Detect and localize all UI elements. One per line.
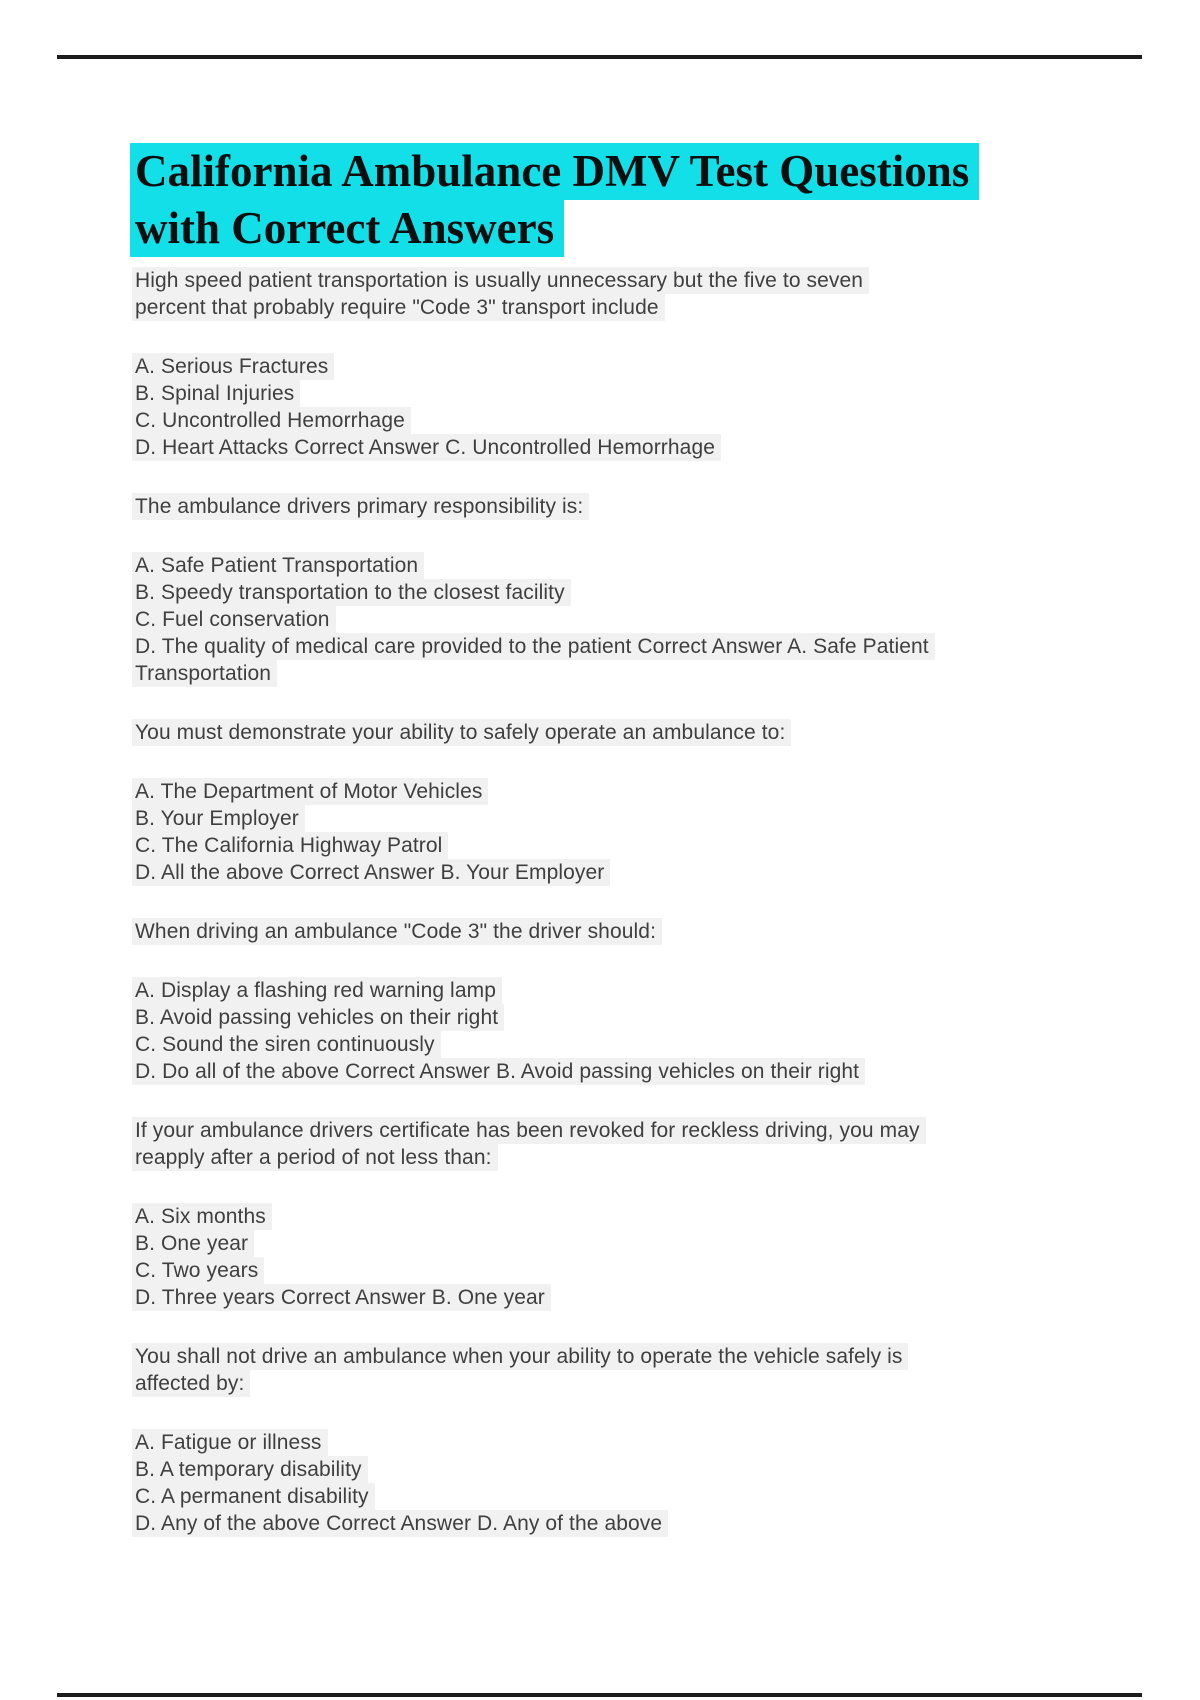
option-line-text: D. Heart Attacks Correct Answer C. Uncontrolled Hemorrhage — [132, 434, 721, 461]
option-line-text: A. Serious Fractures — [132, 353, 334, 380]
question-text-line-text: If your ambulance drivers certificate has been revoked for reckless driving, you may — [132, 1117, 926, 1144]
option-line — [135, 1510, 1145, 1537]
options-block — [135, 977, 1145, 1085]
option-line — [135, 1456, 1145, 1483]
option-line-text: B. One year — [132, 1230, 254, 1257]
option-line-text: Transportation — [132, 660, 277, 687]
question-text-line-text: You shall not drive an ambulance when your ability to operate the vehicle safely is — [132, 1343, 908, 1370]
option-line-text: D. Any of the above Correct Answer D. Any of the above — [132, 1510, 668, 1537]
option-line — [135, 552, 1145, 579]
option-line-text: B. Your Employer — [132, 805, 305, 832]
questions-list — [135, 267, 1145, 1537]
question-text-line — [135, 294, 1145, 321]
question-block — [135, 918, 1145, 945]
options-block — [135, 1429, 1145, 1537]
option-line-text: D. All the above Correct Answer B. Your Employer — [132, 859, 610, 886]
question-text-line — [135, 918, 1145, 945]
option-line-text: C. Sound the siren continuously — [132, 1031, 441, 1058]
blank-line — [135, 1397, 1145, 1429]
options-block — [135, 552, 1145, 687]
option-line-text: B. A temporary disability — [132, 1456, 368, 1483]
document-title — [135, 143, 1145, 257]
option-line-text: B. Speedy transportation to the closest facility — [132, 579, 571, 606]
question-block — [135, 267, 1145, 321]
question-block — [135, 493, 1145, 520]
option-line — [135, 805, 1145, 832]
question-text-line — [135, 267, 1145, 294]
page-content — [135, 143, 1145, 1537]
options-block — [135, 778, 1145, 886]
option-line — [135, 1284, 1145, 1311]
question-text-line-text: reapply after a period of not less than: — [132, 1144, 498, 1171]
option-line — [135, 778, 1145, 805]
option-line — [135, 1031, 1145, 1058]
question-block — [135, 719, 1145, 746]
option-line — [135, 606, 1145, 633]
option-line-text: A. Display a flashing red warning lamp — [132, 977, 502, 1004]
option-line-text: C. The California Highway Patrol — [132, 832, 448, 859]
option-line — [135, 380, 1145, 407]
option-line-text: A. The Department of Motor Vehicles — [132, 778, 488, 805]
question-block — [135, 1117, 1145, 1171]
blank-line — [135, 886, 1145, 918]
option-line-text: A. Fatigue or illness — [132, 1429, 328, 1456]
question-text-line-text: The ambulance drivers primary responsibility is: — [132, 493, 589, 520]
question-text-line-text: High speed patient transportation is usually unnecessary but the five to seven — [132, 267, 869, 294]
option-line — [135, 1058, 1145, 1085]
blank-line — [135, 1311, 1145, 1343]
option-line — [135, 1004, 1145, 1031]
option-line-text: A. Safe Patient Transportation — [132, 552, 424, 579]
blank-line — [135, 1085, 1145, 1117]
blank-line — [135, 461, 1145, 493]
question-text-line — [135, 493, 1145, 520]
question-text-line — [135, 1117, 1145, 1144]
option-line-text: C. Uncontrolled Hemorrhage — [132, 407, 411, 434]
question-text-line — [135, 1343, 1145, 1370]
blank-line — [135, 321, 1145, 353]
options-block — [135, 353, 1145, 461]
bottom-horizontal-rule — [57, 1693, 1142, 1697]
options-block — [135, 1203, 1145, 1311]
option-line-text: D. Do all of the above Correct Answer B. Avoid passing vehicles on their right — [132, 1058, 865, 1085]
option-line-text: C. A permanent disability — [132, 1483, 375, 1510]
blank-line — [135, 520, 1145, 552]
option-line — [135, 1257, 1145, 1284]
option-line — [135, 434, 1145, 461]
option-line-text: C. Fuel conservation — [132, 606, 336, 633]
blank-line — [135, 1171, 1145, 1203]
option-line — [135, 1203, 1145, 1230]
option-line — [135, 832, 1145, 859]
question-text-line — [135, 1144, 1145, 1171]
option-line — [135, 407, 1145, 434]
question-text-line — [135, 719, 1145, 746]
option-line — [135, 1429, 1145, 1456]
question-text-line — [135, 1370, 1145, 1397]
option-line — [135, 1483, 1145, 1510]
option-line-text: A. Six months — [132, 1203, 272, 1230]
option-line-text: B. Avoid passing vehicles on their right — [132, 1004, 504, 1031]
option-line-text: B. Spinal Injuries — [132, 380, 300, 407]
blank-line — [135, 746, 1145, 778]
option-line — [135, 633, 1145, 660]
blank-line — [135, 945, 1145, 977]
option-line — [135, 1230, 1145, 1257]
title-line-2: with Correct Answers — [130, 200, 564, 257]
option-line — [135, 660, 1145, 687]
option-line — [135, 353, 1145, 380]
question-text-line-text: percent that probably require "Code 3" transport include — [132, 294, 665, 321]
option-line-text: C. Two years — [132, 1257, 264, 1284]
blank-line — [135, 687, 1145, 719]
option-line — [135, 579, 1145, 606]
question-text-line-text: You must demonstrate your ability to safely operate an ambulance to: — [132, 719, 791, 746]
option-line — [135, 977, 1145, 1004]
question-block — [135, 1343, 1145, 1397]
question-text-line-text: affected by: — [132, 1370, 250, 1397]
option-line — [135, 859, 1145, 886]
title-line-1: California Ambulance DMV Test Questions — [130, 143, 979, 200]
option-line-text: D. Three years Correct Answer B. One year — [132, 1284, 551, 1311]
question-text-line-text: When driving an ambulance "Code 3" the driver should: — [132, 918, 662, 945]
option-line-text: D. The quality of medical care provided to the patient Correct Answer A. Safe Patient — [132, 633, 935, 660]
top-horizontal-rule — [57, 55, 1142, 59]
